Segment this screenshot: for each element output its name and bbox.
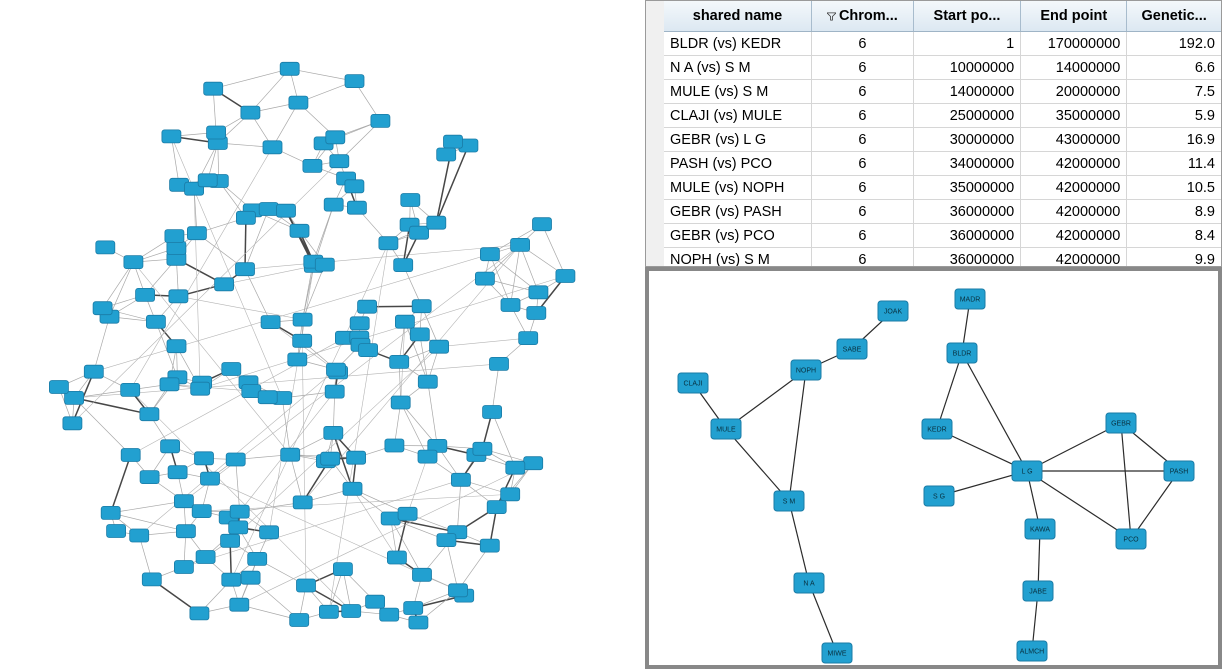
network-node[interactable] bbox=[160, 378, 179, 391]
cell-start: 1 bbox=[913, 32, 1021, 56]
network-edge[interactable] bbox=[239, 463, 533, 605]
network-edge[interactable] bbox=[103, 262, 134, 308]
network-node[interactable] bbox=[345, 180, 364, 193]
network-node[interactable] bbox=[174, 495, 193, 508]
network-node[interactable] bbox=[475, 272, 494, 285]
network-node[interactable] bbox=[837, 339, 867, 359]
network-node[interactable] bbox=[248, 552, 267, 565]
node-label: NOPH bbox=[795, 367, 817, 375]
network-node[interactable] bbox=[165, 230, 184, 243]
network-node[interactable] bbox=[409, 616, 428, 629]
network-node[interactable] bbox=[451, 473, 470, 486]
network-edge[interactable] bbox=[457, 480, 461, 532]
network-node[interactable] bbox=[412, 300, 431, 313]
network-node[interactable] bbox=[380, 608, 399, 621]
network-node[interactable] bbox=[519, 332, 538, 345]
table-row[interactable] bbox=[664, 80, 1222, 104]
network-node[interactable] bbox=[236, 263, 255, 276]
network-node[interactable] bbox=[241, 106, 260, 119]
network-node[interactable] bbox=[146, 315, 165, 328]
network-node[interactable] bbox=[359, 344, 378, 357]
node-label: MIWE bbox=[827, 650, 847, 658]
cell-start: 14000000 bbox=[913, 80, 1021, 104]
network-node[interactable] bbox=[444, 135, 463, 148]
network-node[interactable] bbox=[449, 584, 468, 597]
cell-chrom: 6 bbox=[812, 56, 914, 80]
column-label-end-point: End point bbox=[1040, 8, 1108, 24]
network-node[interactable] bbox=[260, 526, 279, 539]
network-node[interactable] bbox=[93, 302, 112, 315]
network-edge[interactable] bbox=[94, 317, 110, 372]
filter-icon bbox=[827, 12, 836, 21]
cell-chrom: 6 bbox=[812, 128, 914, 152]
network-node[interactable] bbox=[136, 288, 155, 301]
network-edge[interactable] bbox=[110, 262, 134, 317]
network-node[interactable] bbox=[261, 316, 280, 329]
network-node[interactable] bbox=[259, 203, 278, 216]
cell-chrom: 6 bbox=[812, 224, 914, 248]
network-node[interactable] bbox=[345, 75, 364, 88]
cell-chrom: 6 bbox=[812, 32, 914, 56]
network-node[interactable] bbox=[241, 571, 260, 584]
network-node[interactable] bbox=[390, 355, 409, 368]
cell-name: MULE (vs) NOPH bbox=[664, 176, 812, 200]
network-node[interactable] bbox=[398, 507, 417, 520]
network-node[interactable] bbox=[63, 417, 82, 430]
network-node[interactable] bbox=[187, 227, 206, 240]
network-node[interactable] bbox=[501, 299, 520, 312]
network-node[interactable] bbox=[343, 482, 362, 495]
cell-name: MULE (vs) S M bbox=[664, 80, 812, 104]
network-node[interactable] bbox=[822, 643, 852, 663]
network-node[interactable] bbox=[321, 452, 340, 465]
network-node[interactable] bbox=[473, 442, 492, 455]
network-node[interactable] bbox=[101, 506, 120, 519]
column-header-chromosome[interactable] bbox=[812, 1, 914, 32]
cell-genetic: 11.4 bbox=[1127, 152, 1222, 176]
network-edge[interactable] bbox=[236, 460, 240, 512]
network-node[interactable] bbox=[215, 278, 234, 291]
cell-genetic: 10.5 bbox=[1127, 176, 1222, 200]
network-node[interactable] bbox=[168, 466, 187, 479]
network-node[interactable] bbox=[280, 62, 299, 75]
network-node[interactable] bbox=[524, 457, 543, 470]
column-header-end-point[interactable] bbox=[1021, 1, 1127, 32]
network-edge[interactable] bbox=[111, 455, 131, 513]
network-node[interactable] bbox=[527, 307, 546, 320]
cell-name: NOPH (vs) S M bbox=[664, 248, 812, 268]
network-node[interactable] bbox=[96, 241, 115, 254]
network-node[interactable] bbox=[326, 131, 345, 144]
network-node[interactable] bbox=[297, 579, 316, 592]
network-edge[interactable] bbox=[245, 218, 246, 269]
network-node[interactable] bbox=[410, 328, 429, 341]
network-node[interactable] bbox=[924, 486, 954, 506]
network-node[interactable] bbox=[201, 472, 220, 485]
cell-genetic: 16.9 bbox=[1127, 128, 1222, 152]
network-node[interactable] bbox=[281, 448, 300, 461]
network-node[interactable] bbox=[196, 551, 215, 564]
network-node[interactable] bbox=[190, 607, 209, 620]
cell-end: 43000000 bbox=[1021, 128, 1127, 152]
cell-chrom: 6 bbox=[812, 200, 914, 224]
network-node[interactable] bbox=[418, 375, 437, 388]
network-node[interactable] bbox=[342, 605, 361, 618]
node-label: KAWA bbox=[1029, 526, 1051, 534]
cell-genetic: 8.4 bbox=[1127, 224, 1222, 248]
cell-end: 170000000 bbox=[1021, 32, 1127, 56]
cell-start: 30000000 bbox=[913, 128, 1021, 152]
network-node[interactable] bbox=[401, 194, 420, 207]
cell-chrom: 6 bbox=[812, 104, 914, 128]
network-node[interactable] bbox=[191, 382, 210, 395]
network-edge[interactable] bbox=[1121, 423, 1131, 539]
network-node[interactable] bbox=[226, 453, 245, 466]
sub-network-view[interactable] bbox=[645, 267, 1222, 669]
table-row[interactable] bbox=[664, 200, 1222, 224]
network-node[interactable] bbox=[130, 529, 149, 542]
table-header-row bbox=[664, 1, 1222, 32]
network-node[interactable] bbox=[107, 525, 126, 538]
network-node[interactable] bbox=[947, 343, 977, 363]
cell-end: 42000000 bbox=[1021, 224, 1127, 248]
network-node[interactable] bbox=[204, 82, 223, 95]
network-edge[interactable] bbox=[962, 353, 1027, 471]
node-label: PASH bbox=[1169, 468, 1189, 476]
cell-name: GEBR (vs) PCO bbox=[664, 224, 812, 248]
edge-attribute-table[interactable] bbox=[664, 1, 1222, 267]
node-label: KEDR bbox=[927, 426, 947, 434]
network-node[interactable] bbox=[121, 449, 140, 462]
network-node[interactable] bbox=[1017, 641, 1047, 661]
network-node[interactable] bbox=[387, 551, 406, 564]
network-node[interactable] bbox=[413, 568, 432, 581]
network-node[interactable] bbox=[533, 218, 552, 231]
network-node[interactable] bbox=[1025, 519, 1055, 539]
node-label: N A bbox=[803, 580, 815, 588]
network-node[interactable] bbox=[371, 114, 390, 127]
cell-name: PASH (vs) PCO bbox=[664, 152, 812, 176]
node-label: CLAJI bbox=[683, 380, 703, 388]
network-edge[interactable] bbox=[74, 398, 131, 455]
network-node[interactable] bbox=[258, 391, 277, 404]
network-node[interactable] bbox=[480, 248, 499, 261]
node-label: S M bbox=[782, 498, 796, 506]
row-gutter bbox=[646, 1, 665, 266]
node-label: JOAK bbox=[883, 308, 903, 316]
column-header-start-point[interactable] bbox=[913, 1, 1021, 32]
network-node[interactable] bbox=[1116, 529, 1146, 549]
network-node[interactable] bbox=[174, 561, 193, 574]
network-node[interactable] bbox=[324, 426, 343, 439]
network-node[interactable] bbox=[395, 315, 414, 328]
network-node[interactable] bbox=[325, 385, 344, 398]
network-node[interactable] bbox=[161, 440, 180, 453]
cell-genetic: 8.9 bbox=[1127, 200, 1222, 224]
network-node[interactable] bbox=[324, 198, 343, 211]
cell-chrom: 6 bbox=[812, 176, 914, 200]
table-row[interactable] bbox=[664, 104, 1222, 128]
network-node[interactable] bbox=[288, 353, 307, 366]
node-label: ALMCH bbox=[1019, 648, 1045, 656]
network-node[interactable] bbox=[483, 406, 502, 419]
right-column bbox=[645, 0, 1222, 669]
cell-start: 34000000 bbox=[913, 152, 1021, 176]
column-label-start-point: Start po... bbox=[933, 8, 1001, 24]
cell-start: 35000000 bbox=[913, 176, 1021, 200]
network-node[interactable] bbox=[315, 258, 334, 271]
network-node[interactable] bbox=[430, 340, 449, 353]
cell-start: 25000000 bbox=[913, 104, 1021, 128]
table-row[interactable] bbox=[664, 128, 1222, 152]
network-node[interactable] bbox=[140, 471, 159, 484]
column-label-chromosome: Chrom... bbox=[838, 8, 898, 24]
network-node[interactable] bbox=[556, 270, 575, 283]
network-node[interactable] bbox=[319, 605, 338, 618]
network-node[interactable] bbox=[1023, 581, 1053, 601]
column-header-genetic[interactable] bbox=[1127, 1, 1222, 32]
network-node[interactable] bbox=[711, 419, 741, 439]
network-node[interactable] bbox=[84, 365, 103, 378]
network-edge[interactable] bbox=[171, 136, 179, 184]
network-node[interactable] bbox=[487, 501, 506, 514]
network-node[interactable] bbox=[167, 242, 186, 255]
cell-start: 36000000 bbox=[913, 248, 1021, 268]
network-node[interactable] bbox=[490, 357, 509, 370]
network-node[interactable] bbox=[293, 334, 312, 347]
cell-start: 10000000 bbox=[913, 56, 1021, 80]
cell-genetic: 192.0 bbox=[1127, 32, 1222, 56]
network-node[interactable] bbox=[49, 381, 68, 394]
network-node[interactable] bbox=[506, 461, 525, 474]
node-label: BLDR bbox=[952, 350, 972, 358]
cell-chrom: 6 bbox=[812, 152, 914, 176]
network-node[interactable] bbox=[437, 148, 456, 161]
network-edge[interactable] bbox=[726, 429, 789, 501]
network-node[interactable] bbox=[878, 301, 908, 321]
network-node[interactable] bbox=[290, 224, 309, 237]
network-node[interactable] bbox=[303, 159, 322, 172]
cell-end: 35000000 bbox=[1021, 104, 1127, 128]
network-node[interactable] bbox=[480, 539, 499, 552]
network-node[interactable] bbox=[391, 396, 410, 409]
network-node[interactable] bbox=[1012, 461, 1042, 481]
network-node[interactable] bbox=[121, 383, 140, 396]
node-label: GEBR bbox=[1111, 420, 1131, 428]
network-edge[interactable] bbox=[789, 501, 809, 583]
column-label-genetic: Genetic... bbox=[1141, 8, 1207, 24]
column-label-shared-name: shared name bbox=[692, 8, 783, 24]
network-node[interactable] bbox=[140, 408, 159, 421]
network-node[interactable] bbox=[169, 290, 188, 303]
network-node[interactable] bbox=[221, 534, 240, 547]
network-node[interactable] bbox=[404, 602, 423, 615]
network-node[interactable] bbox=[162, 130, 181, 143]
network-node[interactable] bbox=[333, 563, 352, 576]
cell-end: 14000000 bbox=[1021, 56, 1127, 80]
node-label: S G bbox=[932, 493, 946, 501]
cell-chrom: 6 bbox=[812, 248, 914, 268]
network-edge[interactable] bbox=[302, 341, 306, 586]
network-node[interactable] bbox=[222, 573, 241, 586]
cell-end: 42000000 bbox=[1021, 200, 1127, 224]
network-node[interactable] bbox=[192, 505, 211, 518]
cell-genetic: 5.9 bbox=[1127, 104, 1222, 128]
network-node[interactable] bbox=[330, 155, 349, 168]
network-node[interactable] bbox=[229, 521, 248, 534]
network-node[interactable] bbox=[1106, 413, 1136, 433]
table-row[interactable] bbox=[664, 152, 1222, 176]
network-edge[interactable] bbox=[290, 455, 303, 503]
network-node[interactable] bbox=[350, 317, 369, 330]
network-edge[interactable] bbox=[446, 540, 458, 590]
network-edge[interactable] bbox=[194, 189, 200, 389]
network-node[interactable] bbox=[230, 598, 249, 611]
table-row[interactable] bbox=[664, 248, 1222, 268]
network-edge[interactable] bbox=[313, 205, 333, 262]
cell-chrom: 6 bbox=[812, 80, 914, 104]
table-body[interactable] bbox=[664, 32, 1222, 268]
column-header-shared-name[interactable] bbox=[664, 1, 812, 32]
network-node[interactable] bbox=[410, 226, 429, 239]
node-label: SABE bbox=[842, 346, 862, 354]
table-row[interactable] bbox=[664, 56, 1222, 80]
network-node[interactable] bbox=[381, 512, 400, 525]
cell-genetic: 7.5 bbox=[1127, 80, 1222, 104]
network-node[interactable] bbox=[236, 211, 255, 224]
cell-genetic: 9.9 bbox=[1127, 248, 1222, 268]
network-node[interactable] bbox=[394, 259, 413, 272]
cell-start: 36000000 bbox=[913, 200, 1021, 224]
network-node[interactable] bbox=[922, 419, 952, 439]
network-edge[interactable] bbox=[937, 353, 962, 429]
node-label: L G bbox=[1021, 468, 1033, 476]
network-node[interactable] bbox=[289, 96, 308, 109]
network-node[interactable] bbox=[293, 496, 312, 509]
network-node[interactable] bbox=[437, 534, 456, 547]
cell-name: BLDR (vs) KEDR bbox=[664, 32, 812, 56]
network-edge[interactable] bbox=[511, 245, 521, 305]
cell-end: 20000000 bbox=[1021, 80, 1127, 104]
network-node[interactable] bbox=[379, 237, 398, 250]
network-node[interactable] bbox=[124, 256, 143, 269]
network-node[interactable] bbox=[385, 439, 404, 452]
network-node[interactable] bbox=[794, 573, 824, 593]
network-node[interactable] bbox=[290, 614, 309, 627]
network-edge[interactable] bbox=[789, 370, 806, 501]
cell-end: 42000000 bbox=[1021, 176, 1127, 200]
table-row[interactable] bbox=[664, 224, 1222, 248]
network-node[interactable] bbox=[347, 451, 366, 464]
network-node[interactable] bbox=[774, 491, 804, 511]
network-node[interactable] bbox=[511, 238, 530, 251]
network-edge[interactable] bbox=[213, 69, 290, 89]
node-label: PCO bbox=[1123, 536, 1139, 544]
network-node[interactable] bbox=[1164, 461, 1194, 481]
table-row[interactable] bbox=[664, 32, 1222, 56]
network-node[interactable] bbox=[207, 126, 226, 139]
network-node[interactable] bbox=[198, 174, 217, 187]
network-node[interactable] bbox=[501, 488, 520, 501]
network-node[interactable] bbox=[358, 300, 377, 313]
cell-name: N A (vs) S M bbox=[664, 56, 812, 80]
cell-end: 42000000 bbox=[1021, 248, 1127, 268]
network-node[interactable] bbox=[327, 363, 346, 376]
network-node[interactable] bbox=[142, 573, 161, 586]
network-node[interactable] bbox=[427, 216, 446, 229]
network-node[interactable] bbox=[418, 450, 437, 463]
node-label: JABE bbox=[1029, 588, 1047, 596]
network-node[interactable] bbox=[277, 204, 296, 217]
network-node[interactable] bbox=[791, 360, 821, 380]
network-node[interactable] bbox=[167, 340, 186, 353]
network-edge[interactable] bbox=[439, 338, 528, 347]
node-label: MADR bbox=[959, 296, 981, 304]
network-node[interactable] bbox=[195, 452, 214, 465]
network-edge[interactable] bbox=[492, 364, 499, 412]
network-node[interactable] bbox=[366, 595, 385, 608]
cell-name: GEBR (vs) L G bbox=[664, 128, 812, 152]
network-node[interactable] bbox=[230, 505, 249, 518]
network-node[interactable] bbox=[347, 201, 366, 214]
cell-end: 42000000 bbox=[1021, 152, 1127, 176]
network-node[interactable] bbox=[529, 286, 548, 299]
cell-name: GEBR (vs) PASH bbox=[664, 200, 812, 224]
node-label: MULE bbox=[716, 426, 736, 434]
data-table-panel[interactable] bbox=[645, 0, 1222, 267]
network-node[interactable] bbox=[176, 525, 195, 538]
cell-genetic: 6.6 bbox=[1127, 56, 1222, 80]
cell-start: 36000000 bbox=[913, 224, 1021, 248]
network-node[interactable] bbox=[955, 289, 985, 309]
network-node[interactable] bbox=[222, 363, 241, 376]
cell-name: CLAJI (vs) MULE bbox=[664, 104, 812, 128]
network-edge[interactable] bbox=[408, 457, 428, 514]
network-edge[interactable] bbox=[200, 276, 565, 389]
network-node[interactable] bbox=[263, 141, 282, 154]
network-node[interactable] bbox=[678, 373, 708, 393]
network-node[interactable] bbox=[293, 313, 312, 326]
table-row[interactable] bbox=[664, 176, 1222, 200]
network-edge[interactable] bbox=[492, 412, 515, 468]
sub-network-canvas[interactable] bbox=[649, 271, 1218, 665]
network-edge[interactable] bbox=[303, 265, 325, 320]
